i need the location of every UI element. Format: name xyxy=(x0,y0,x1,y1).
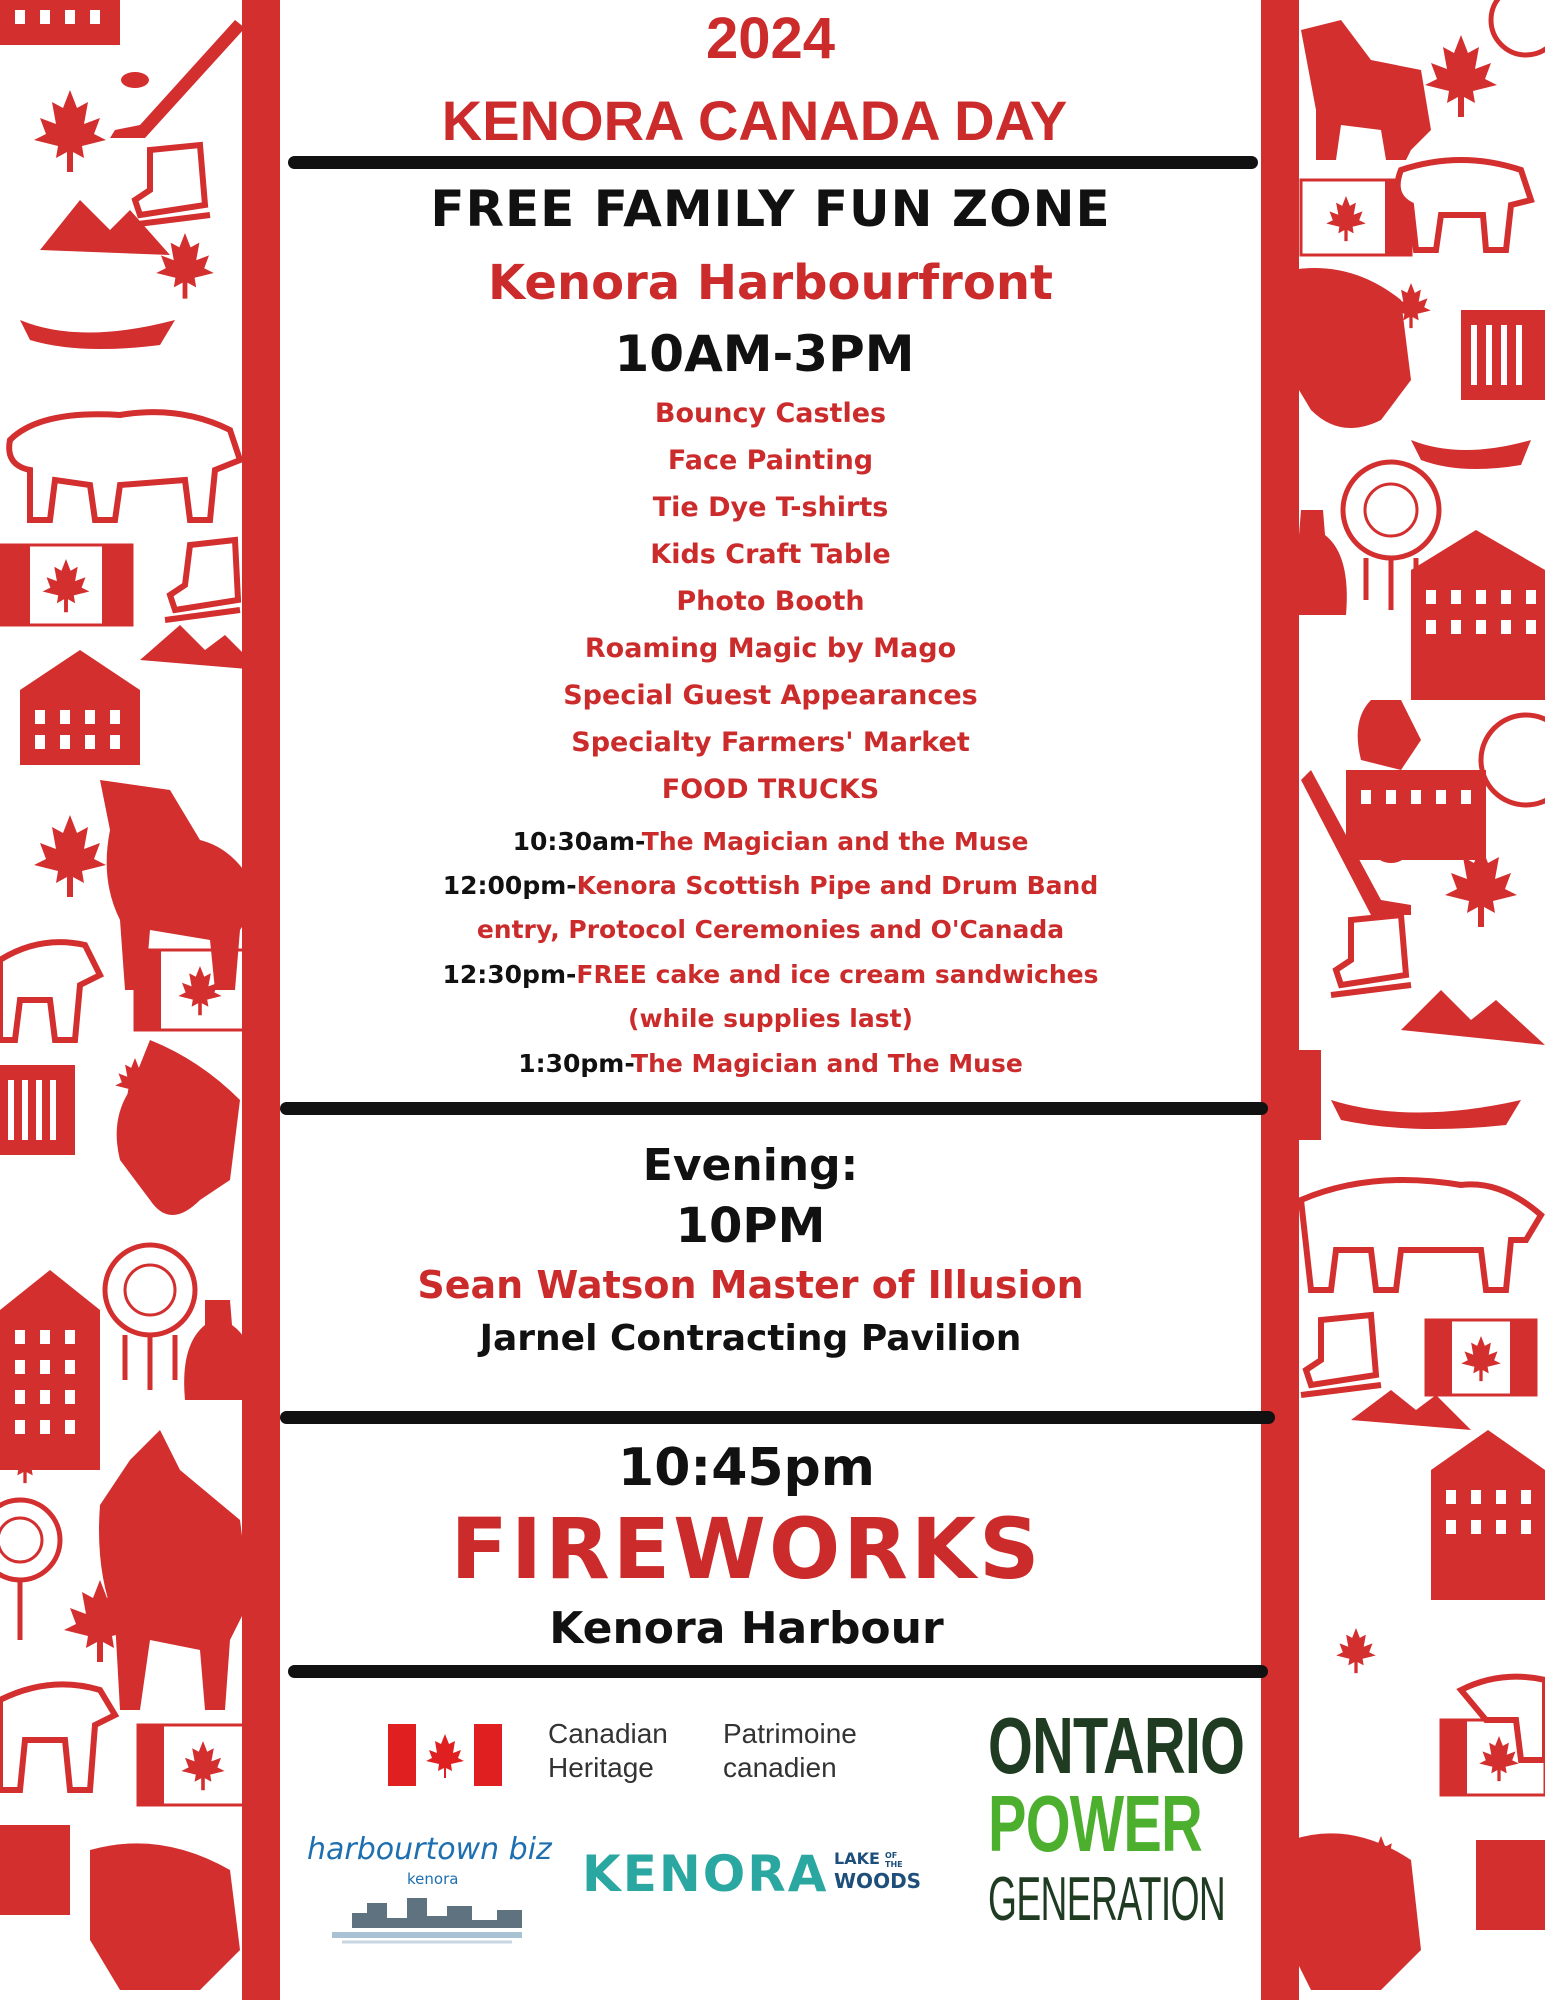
fun-zone-location: Kenora Harbourfront xyxy=(488,255,1053,311)
moose-icon xyxy=(1358,700,1421,770)
divider-1 xyxy=(288,156,1258,169)
canada-flag-icon xyxy=(138,1725,248,1805)
schedule-line xyxy=(280,871,1261,900)
schedule-event: entry, Protocol Ceremonies and O'Canada xyxy=(476,915,1065,944)
lake-text: LAKE xyxy=(834,1849,880,1868)
moose-icon xyxy=(99,1430,250,1710)
skyline-icon xyxy=(332,1888,522,1948)
activity-item: Roaming Magic by Mago xyxy=(584,633,957,664)
right-pattern-art xyxy=(1261,0,1545,2000)
harbourtown-name: harbourtown biz xyxy=(307,1832,552,1867)
maple-leaf-icon xyxy=(1425,35,1497,117)
canadian-heritage-logo xyxy=(388,1718,857,1798)
schedule-event: (while supplies last) xyxy=(628,1004,913,1033)
left-red-border xyxy=(242,0,280,2000)
fireworks-time: 10:45pm xyxy=(618,1438,875,1498)
polar-bear-icon xyxy=(0,942,100,1040)
canada-flag-icon xyxy=(0,545,132,625)
skate-icon xyxy=(130,145,210,225)
harbourtown-biz-logo xyxy=(307,1832,557,1952)
maple-leaf-icon xyxy=(156,233,214,299)
chateau-icon xyxy=(0,650,140,1470)
heritage-en-line-1: Canadian xyxy=(548,1718,668,1749)
activity-item: Face Painting xyxy=(667,445,874,476)
evening-label: Evening: xyxy=(642,1140,859,1191)
activity-item: Tie Dye T-shirts xyxy=(652,492,889,523)
schedule-time: 12:00pm- xyxy=(442,871,577,900)
evening-time: 10PM xyxy=(675,1198,826,1254)
schedule-line xyxy=(280,915,1261,944)
divider-4 xyxy=(288,1665,1268,1678)
kenora-wordmark: KENORA xyxy=(582,1845,829,1903)
polar-bear-icon xyxy=(9,412,240,520)
fun-zone-hours: 10AM-3PM xyxy=(614,325,915,383)
polar-bear-icon xyxy=(1398,160,1531,250)
chateau-icon xyxy=(1346,530,1545,1600)
divider-3 xyxy=(280,1411,1275,1424)
schedule-time: 1:30pm- xyxy=(518,1049,632,1078)
schedule-time: 10:30am- xyxy=(512,827,642,856)
canada-flag-icon xyxy=(388,1724,502,1786)
polar-bear-icon xyxy=(1301,1180,1541,1290)
poster-content xyxy=(280,0,1261,2000)
schedule-event: Kenora Scottish Pipe and Drum Band xyxy=(576,871,1099,900)
left-decorative-pattern xyxy=(0,0,278,2000)
maple-leaf-icon xyxy=(34,90,106,172)
schedule-event: The Magician and The Muse xyxy=(631,1049,1023,1078)
fireworks-title: FIREWORKS xyxy=(450,1500,1043,1598)
maple-leaf-icon xyxy=(1336,1628,1376,1673)
of-the-text: OF THE xyxy=(885,1851,903,1869)
activity-item: Special Guest Appearances xyxy=(563,680,978,711)
schedule-line xyxy=(280,1049,1261,1078)
skate-icon xyxy=(1301,915,1411,1395)
harbourtown-city: kenora xyxy=(407,1870,459,1888)
evening-venue: Jarnel Contracting Pavilion xyxy=(479,1318,1022,1359)
skate-icon xyxy=(165,540,240,620)
evening-performer: Sean Watson Master of Illusion xyxy=(417,1263,1084,1307)
polar-bear-icon xyxy=(0,1684,115,1790)
chateau-icon xyxy=(0,0,120,45)
moose-icon xyxy=(1301,20,1431,160)
schedule-event: FREE cake and ice cream sandwiches xyxy=(576,960,1099,989)
event-title: KENORA CANADA DAY xyxy=(441,89,1068,152)
fireworks-venue: Kenora Harbour xyxy=(549,1603,944,1654)
activity-item: Bouncy Castles xyxy=(654,398,887,429)
heritage-en-line-2: Heritage xyxy=(548,1752,654,1783)
maple-leaf-icon xyxy=(34,815,106,897)
heritage-fr-line-2: canadien xyxy=(723,1752,837,1783)
opg-generation: GENERATION xyxy=(988,1865,1226,1934)
activity-item: Kids Craft Table xyxy=(650,539,891,570)
schedule-event: The Magician and the Muse xyxy=(641,827,1029,856)
opg-ontario: ONTARIO xyxy=(988,1701,1245,1790)
schedule-time: 12:30pm- xyxy=(442,960,577,989)
schedule-line xyxy=(280,827,1261,856)
opg-power: POWER xyxy=(988,1779,1203,1868)
hockey-stick-icon xyxy=(110,20,245,138)
right-decorative-pattern xyxy=(1261,0,1545,2000)
fun-zone-heading: FREE FAMILY FUN ZONE xyxy=(430,180,1111,238)
canada-flag-icon xyxy=(1426,1320,1536,1395)
schedule-line xyxy=(280,1004,1261,1033)
activity-item: Specialty Farmers' Market xyxy=(571,727,970,758)
activity-item: Photo Booth xyxy=(676,586,865,617)
ontario-power-generation-logo xyxy=(988,1700,1268,1960)
kenora-lake-of-the-woods-logo xyxy=(582,1845,922,1915)
year-heading: 2024 xyxy=(705,6,836,71)
activity-item: FOOD TRUCKS xyxy=(661,774,880,805)
schedule-line xyxy=(280,960,1261,989)
heritage-fr-line-1: Patrimoine xyxy=(723,1718,857,1749)
woods-text: WOODS xyxy=(834,1869,922,1893)
divider-2 xyxy=(280,1102,1268,1115)
canada-flag-icon xyxy=(1301,180,1411,255)
left-pattern-art xyxy=(0,0,278,2000)
